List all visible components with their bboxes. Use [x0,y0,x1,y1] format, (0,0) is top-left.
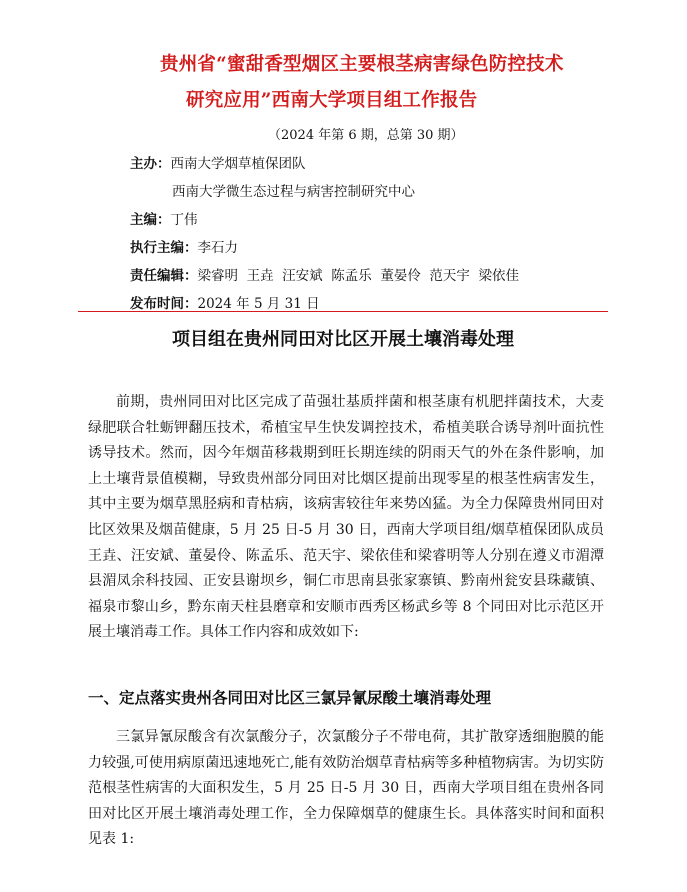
host-row-2 [172,180,415,200]
issue-number: （2024 年第 6 期，总第 30 期） [268,128,464,143]
article-title: 项目组在贵州同田对比区开展土壤消毒处理 [172,329,514,350]
publish-date-label: 发布时间： [130,296,198,312]
host-value-1: 西南大学烟草植保团队 [170,156,306,172]
host-label: 主办： [130,156,171,172]
exec-editor-value: 李石力 [197,240,238,256]
resp-editors-label: 责任编辑： [130,268,198,284]
section-1-heading: 一、定点落实贵州各同田对比区三氯异氰尿酸土壤消毒处理 [88,688,492,707]
header-divider [78,311,608,312]
report-title-line-1: 贵州省“蜜甜香型烟区主要根茎病害绿色防控技术 [160,54,564,75]
article-paragraph-2: 三氯异氰尿酸含有次氯酸分子，次氯酸分子不带电荷，其扩散穿透细胞膜的能力较强,可使用病原菌迅速地死亡,能有效防治烟草青枯病等多种植物病害。为切实防范根茎性病害的大面积发生，5 月 25 日-5 月 30 日，西南大学项目组在贵州各同田对比区开展土壤消毒处理工作，全力保障烟草的健康生长。具体落实时间和面积见表 1: [88,729,604,848]
report-title-line-2: 研究应用”西南大学项目组工作报告 [186,90,478,111]
resp-editors-row [130,264,519,284]
resp-editors-value: 梁睿明 王垚 汪安斌 陈孟乐 董晏伶 范天宇 梁依佳 [197,268,519,284]
editor-row [130,208,198,228]
exec-editor-row [130,236,238,256]
publish-date-value: 2024 年 5 月 31 日 [197,296,320,312]
article-paragraph-1: 前期，贵州同田对比区完成了苗强壮基质拌菌和根茎康有机肥拌菌技术，大麦绿肥联合牡蛎钾翻压技术，希植宝早生快发调控技术，希植美联合诱导剂叶面抗性诱导技术。然而，因今年烟苗移栽期到旺长期连续的阴雨天气的外在条件影响，加上土壤背景值模糊，导致贵州部分同田对比烟区提前出现零星的根茎性病害发生，其中主要为烟草黑胫病和青枯病，该病害较往年来势凶猛。为全力保障贵州同田对比区效果及烟苗健康，5 月 25 日-5 月 30 日，西南大学项目组/烟草植保团队成员王垚、汪安斌、董晏伶、陈孟乐、范天宇、梁依佳和梁睿明等人分别在遵义市湄潭县湄凤余科技园、正安县谢坝乡，铜仁市思南县张家寨镇、黔南州瓮安县珠藏镇、福泉市黎山乡，黔东南天柱县磨章和安顺市西秀区杨武乡等 8 个同田对比示范区开展土壤消毒工作。具体工作内容和成效如下: [88,394,604,641]
editor-value: 丁伟 [170,212,198,228]
editor-label: 主编： [130,212,171,228]
exec-editor-label: 执行主编： [130,240,198,256]
host-row [130,152,306,172]
host-value-2: 西南大学微生态过程与病害控制研究中心 [172,184,415,200]
publish-date-row [130,292,320,312]
